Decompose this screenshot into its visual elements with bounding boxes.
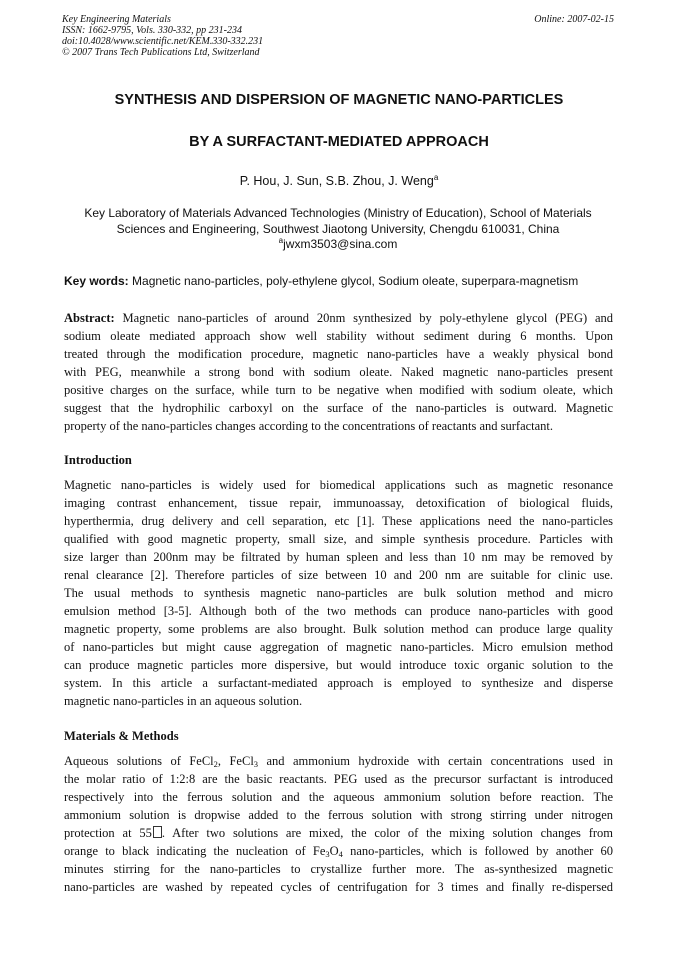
methods-line: orange to black indicating the nucleation of $Fe_3O_4$ nano-particles, which is followed by another 60 (64, 844, 613, 859)
missing-glyph-box (153, 826, 162, 838)
methods-line: minutes stirring for the nano-particles to crystallize further more. The as-synthesized magnetic (64, 862, 613, 876)
journal-name: Key Engineering Materials (62, 14, 171, 25)
online-date: Online: 2007-02-15 (534, 14, 614, 25)
copyright-line: © 2007 Trans Tech Publications Ltd, Switzerland (62, 47, 260, 58)
abstract-line: sodium oleate mediated approach show well stability without sediment during 6 months. Upon (64, 329, 613, 343)
keywords (64, 274, 614, 288)
affiliation-line-1: Key Laboratory of Materials Advanced Technologies (Ministry of Education), School of Materials (84, 206, 592, 220)
intro-line: size larger than 200nm may be filtrated by human spleen and less than 10 nm may be removed by (64, 550, 613, 564)
author-list (0, 174, 678, 188)
intro-line: can produce magnetic particles more dispersive, but would introduce toxic organic solution to the (64, 658, 613, 672)
abstract-line: suggest that the hydrophilic carboxyl on the surface of the nano-particles is outward. Magnetic (64, 401, 613, 415)
methods-line: protection at 55 . After two solutions are mixed, the color of the mixing solution changes from (64, 826, 613, 840)
author-affil-mark: a (433, 173, 439, 182)
email-line (62, 237, 614, 253)
abstract-line: treated through the modification procedure, magnetic nano-particles have a weakly physical bond (64, 347, 613, 361)
doi-line: doi:10.4028/www.scientific.net/KEM.330-332.231 (62, 36, 264, 47)
methods-line: Aqueous solutions of FeCl$_2$, FeCl$_3$ and ammonium hydroxide with certain concentrations used in (64, 754, 613, 769)
intro-line: magnetic nano-particles in an aqueous solution. (64, 694, 303, 708)
abstract-label: Abstract: (64, 311, 115, 325)
email-address: jwxm3503@sina.com (283, 237, 398, 251)
methods-heading: Materials & Methods (64, 729, 179, 743)
keywords-label: Key words: (64, 274, 129, 288)
methods-line: nano-particles are washed by repeated cycles of centrifugation for 3 times and finally re-dispersed (64, 880, 613, 894)
introduction-heading: Introduction (64, 453, 132, 467)
intro-line: qualified with good magnetic property, small size, and simple synthesis procedure. Particles with (64, 532, 613, 546)
abstract-line: positive charges on the surface, while turn to be negative when modified with sodium oleate, which (64, 383, 613, 397)
intro-line: hyperthermia, drug delivery and cell separation, etc [1]. These applications need the nano-particles (64, 514, 613, 528)
methods-line: ammonium solution is dropwise added to the ferrous solution with strong stirring under nitrogen (64, 808, 613, 822)
author-names: P. Hou, J. Sun, S.B. Zhou, J. Weng (239, 174, 434, 188)
abstract-line: with PEG, meanwhile a strong bond with sodium oleate. Naked magnetic nano-particles present (64, 365, 613, 379)
issn-line: ISSN: 1662-9795, Vols. 330-332, pp 231-234 (62, 25, 242, 36)
intro-line: imaging contrast enhancement, tissue repair, immunoassay, detoxification of biological fluids, (64, 496, 613, 510)
affiliation (62, 206, 614, 253)
methods-line: respectively into the ferrous solution and the aqueous ammonium solution before reaction. The (64, 790, 613, 804)
intro-line: emulsion method [3-5]. Although both of the two methods can produce nano-particles with good (64, 604, 613, 618)
intro-line: Magnetic nano-particles is widely used for biomedical applications such as magnetic resonance (64, 478, 613, 492)
abstract (64, 309, 613, 435)
intro-line: of nano-particles but might cause aggregation of magnetic nano-particles. Micro emulsion method (64, 640, 613, 654)
methods-line: the molar ratio of 1:2:8 are the basic reactants. PEG used as the precursor surfactant is introduced (64, 772, 613, 786)
keywords-text: Magnetic nano-particles, poly-ethylene glycol, Sodium oleate, superpara-magnetism (132, 274, 579, 288)
intro-line: system. In this article a surfactant-mediated approach is employed to synthesize and disperse (64, 676, 613, 690)
intro-line: The usual methods to synthesis magnetic nano-particles are bulk solution method and micro (64, 586, 613, 600)
paper-title-line-1: SYNTHESIS AND DISPERSION OF MAGNETIC NANO-PARTICLES (114, 92, 564, 108)
email-mark: a (278, 236, 284, 245)
introduction-body (64, 476, 613, 710)
intro-line: renal clearance [2]. Therefore particles of size between 10 and 200 nm are suitable for clinic use. (64, 568, 613, 582)
paper-title-line-2: BY A SURFACTANT-MEDIATED APPROACH (189, 134, 489, 150)
abstract-line: property of the nano-particles changes according to the concentrations of reactants and surfactant. (64, 419, 554, 433)
methods-body (64, 752, 613, 896)
abstract-line: Abstract: Magnetic nano-particles of around 20nm synthesized by poly-ethylene glycol (PEG) and (64, 311, 613, 325)
journal-header (62, 14, 614, 58)
intro-line: magnetic property, some problems are also brought. Bulk solution method can produce large quality (64, 622, 613, 636)
affiliation-line-2: Sciences and Engineering, Southwest Jiaotong University, Chengdu 610031, China (116, 221, 560, 236)
